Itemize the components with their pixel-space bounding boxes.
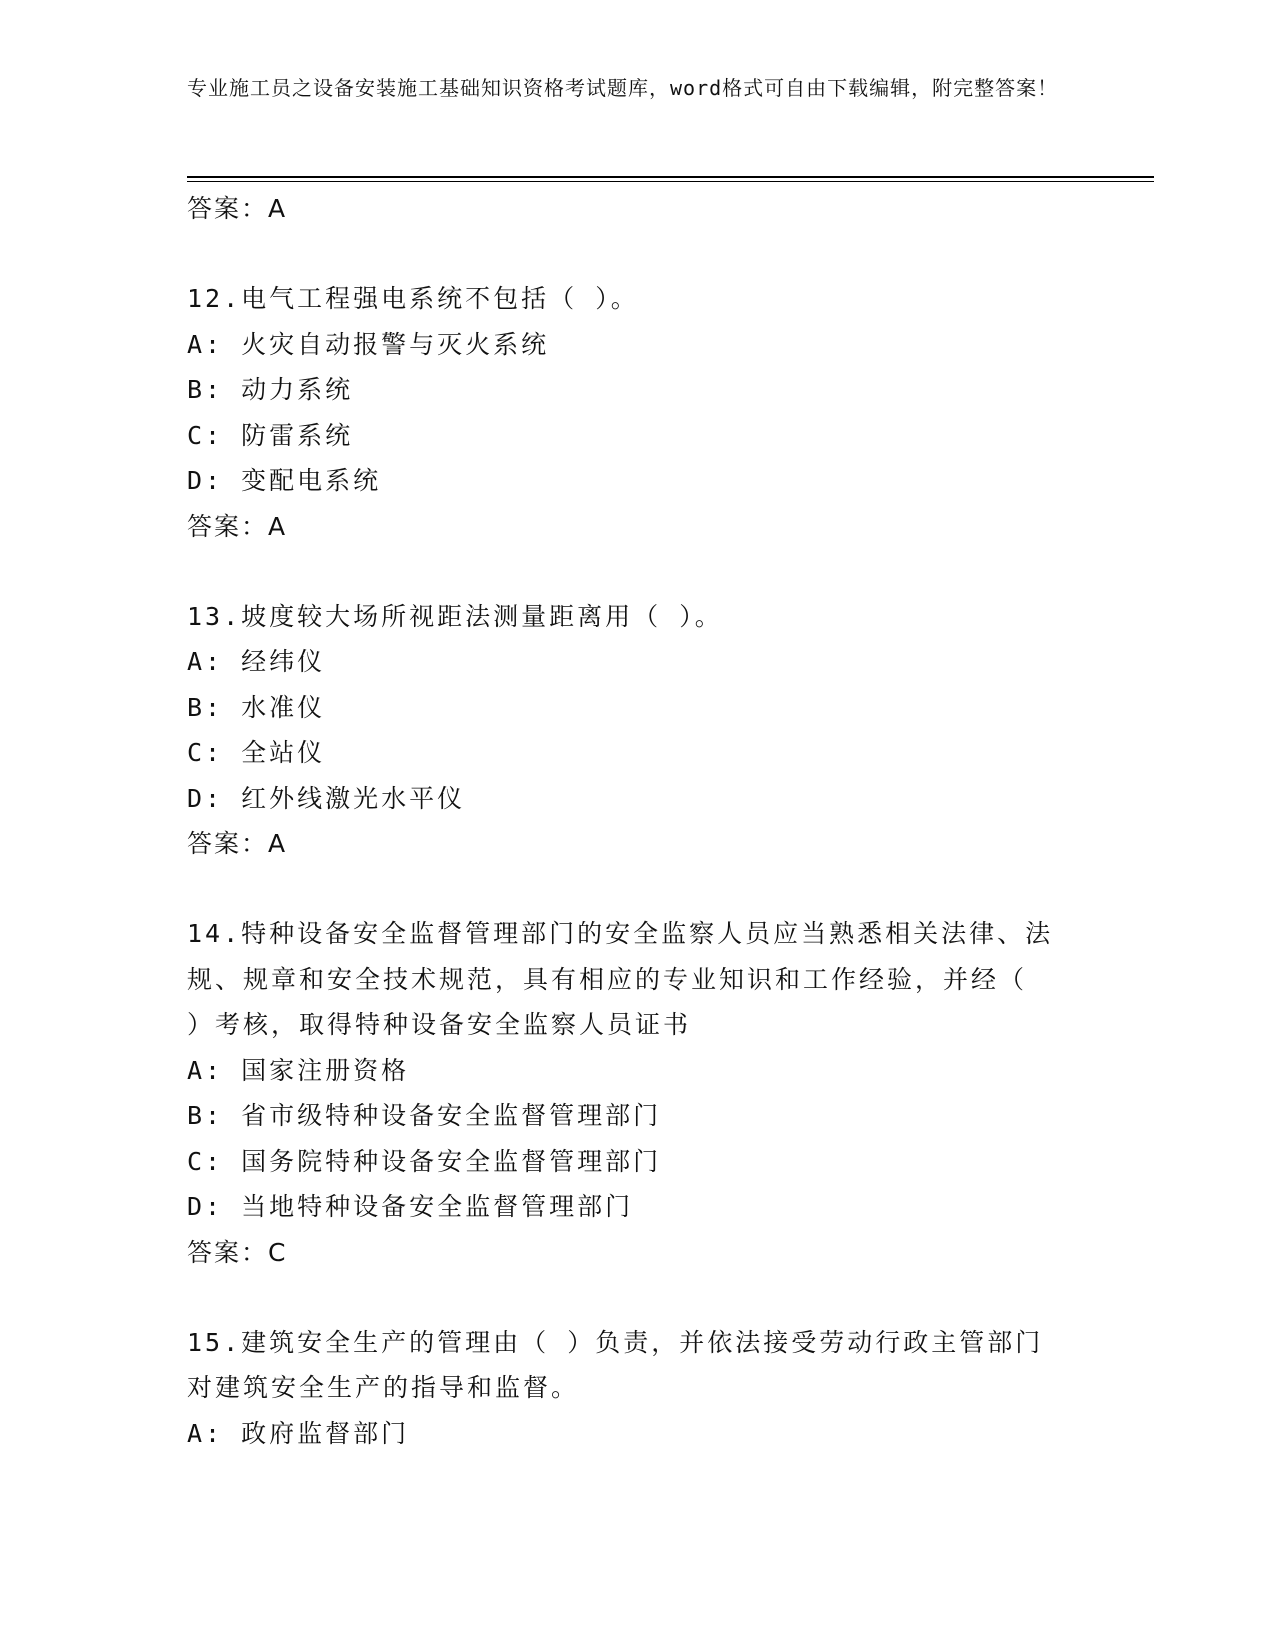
page-header: 专业施工员之设备安装施工基础知识资格考试题库，word格式可自由下载编辑，附完整答案！: [187, 76, 1059, 100]
question-text: 13.坡度较大场所视距法测量距离用（ ）。: [187, 601, 723, 631]
question-13: [187, 594, 1087, 867]
option-a: A: 政府监督部门: [187, 1418, 410, 1448]
answer-label: 答案：: [187, 511, 269, 541]
option-d: D: 变配电系统: [187, 466, 382, 495]
question-list: [187, 186, 1087, 1456]
question-14: [187, 911, 1087, 1275]
question-12: [187, 276, 1087, 549]
question-15: [187, 1320, 1087, 1457]
answer-label: 答案：: [187, 829, 269, 858]
option-c: C: 全站仪: [187, 738, 326, 767]
option-d: D: 当地特种设备安全监督管理部门: [187, 1192, 634, 1221]
answer-value: A: [268, 511, 288, 541]
question-text: 15.建筑安全生产的管理由（ ）负责，并依法接受劳动行政主管部门对建筑安全生产的指导和监督。: [187, 1327, 1044, 1402]
answer-line: [187, 1230, 1087, 1275]
answer-line: [187, 821, 1087, 866]
option-d: D: 红外线激光水平仪: [187, 783, 466, 813]
answer-label: 答案：: [187, 194, 269, 223]
header-divider-thin: [187, 181, 1154, 182]
option-a: A: 国家注册资格: [187, 1055, 410, 1085]
option-c: C: 防雷系统: [187, 420, 354, 450]
answer-label: 答案：: [187, 1237, 269, 1267]
header-divider-thick: [187, 176, 1154, 178]
answer-value: A: [268, 829, 288, 858]
option-a: A: 经纬仪: [187, 647, 326, 676]
answer-value: A: [268, 194, 288, 223]
question-text: 12.电气工程强电系统不包括（ ）。: [187, 284, 639, 313]
answer-line: [187, 504, 1087, 549]
question-text: 14.特种设备安全监督管理部门的安全监察人员应当熟悉相关法律、法规、规章和安全技术规范，具有相应的专业知识和工作经验，并经（ ）考核，取得特种设备安全监察人员证书: [187, 919, 1054, 1039]
answer-line: [187, 186, 1087, 231]
answer-value: C: [268, 1237, 288, 1267]
option-b: B: 动力系统: [187, 375, 354, 404]
option-b: B: 水准仪: [187, 692, 326, 722]
option-c: C: 国务院特种设备安全监督管理部门: [187, 1146, 662, 1176]
option-a: A: 火灾自动报警与灭火系统: [187, 329, 550, 359]
option-b: B: 省市级特种设备安全监督管理部门: [187, 1101, 662, 1130]
